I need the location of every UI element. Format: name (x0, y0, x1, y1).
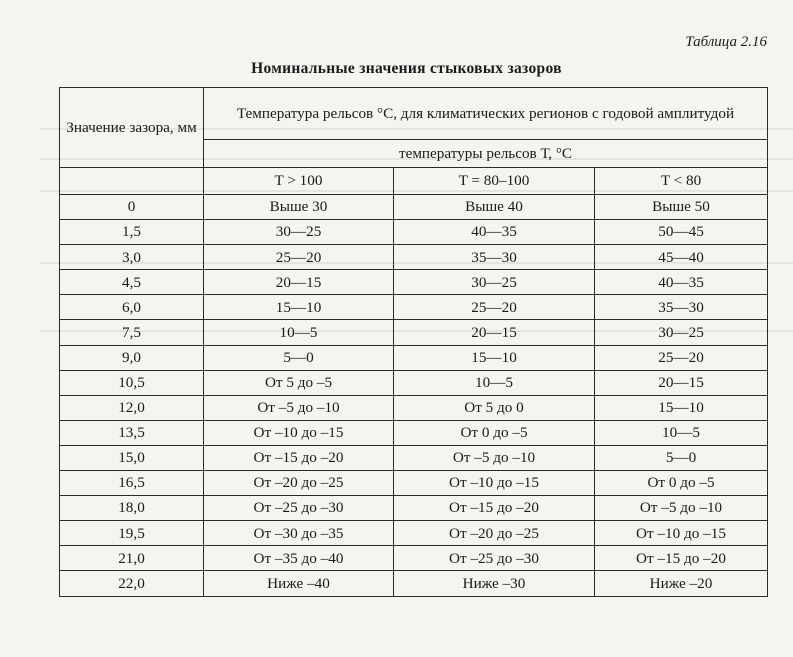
table-title: Номинальные значения стыковых зазоров (251, 60, 562, 77)
table-row (60, 195, 768, 220)
temp-t-80-100-cell: 20—15 (394, 320, 595, 345)
temp-t-below-80-cell: От –15 до –20 (595, 546, 768, 571)
temp-t-below-80-cell: 15—10 (595, 395, 768, 420)
header-gap-value: Значение зазора, мм (60, 88, 204, 168)
temp-t-80-100-cell: 30—25 (394, 270, 595, 295)
table-row (60, 395, 768, 420)
temp-t-above-100-cell: От –20 до –25 (204, 471, 394, 496)
table-row (60, 245, 768, 270)
table-row (60, 471, 768, 496)
temp-t-below-80-cell: 30—25 (595, 320, 768, 345)
temp-t-below-80-cell: 40—35 (595, 270, 768, 295)
header-temperature-group: Температура рельсов °С, для климатических регионов с годовой амплитудой (204, 88, 768, 140)
gap-value-cell: 9,0 (60, 345, 204, 370)
table-number: Таблица 2.16 (685, 34, 767, 50)
gap-value-cell: 10,5 (60, 370, 204, 395)
temp-t-below-80-cell: Ниже –20 (595, 571, 768, 596)
header-temperature-amplitude: температуры рельсов Т, °С (204, 140, 768, 168)
table-row (60, 370, 768, 395)
gap-value-cell: 1,5 (60, 220, 204, 245)
temp-t-80-100-cell: От –10 до –15 (394, 471, 595, 496)
temp-t-below-80-cell: 50—45 (595, 220, 768, 245)
temp-t-below-80-cell: От –5 до –10 (595, 496, 768, 521)
gap-value-cell: 22,0 (60, 571, 204, 596)
temp-t-80-100-cell: Выше 40 (394, 195, 595, 220)
gap-value-cell: 7,5 (60, 320, 204, 345)
temp-t-above-100-cell: 30—25 (204, 220, 394, 245)
table-row (60, 320, 768, 345)
temp-t-below-80-cell: Выше 50 (595, 195, 768, 220)
temp-t-below-80-cell: 10—5 (595, 420, 768, 445)
temp-t-80-100-cell: 15—10 (394, 345, 595, 370)
temp-t-above-100-cell: От –30 до –35 (204, 521, 394, 546)
gap-value-cell: 6,0 (60, 295, 204, 320)
temp-t-80-100-cell: От –20 до –25 (394, 521, 595, 546)
table-body (60, 195, 768, 597)
temp-t-above-100-cell: Выше 30 (204, 195, 394, 220)
temp-t-above-100-cell: 5—0 (204, 345, 394, 370)
temp-t-above-100-cell: 20—15 (204, 270, 394, 295)
gap-value-cell: 18,0 (60, 496, 204, 521)
gap-value-cell: 4,5 (60, 270, 204, 295)
gap-value-cell: 3,0 (60, 245, 204, 270)
gap-value-cell: 0 (60, 195, 204, 220)
table-row (60, 420, 768, 445)
temp-t-80-100-cell: 10—5 (394, 370, 595, 395)
gap-value-cell: 19,5 (60, 521, 204, 546)
temp-t-above-100-cell: От 5 до –5 (204, 370, 394, 395)
temp-t-above-100-cell: 10—5 (204, 320, 394, 345)
table-row (60, 220, 768, 245)
header-col-t-above-100: T > 100 (204, 168, 394, 195)
temp-t-above-100-cell: От –5 до –10 (204, 395, 394, 420)
temp-t-below-80-cell: 25—20 (595, 345, 768, 370)
header-col-t-80-100: T = 80–100 (394, 168, 595, 195)
gap-value-cell: 12,0 (60, 395, 204, 420)
temp-t-above-100-cell: 25—20 (204, 245, 394, 270)
temp-t-below-80-cell: 45—40 (595, 245, 768, 270)
temp-t-80-100-cell: От –25 до –30 (394, 546, 595, 571)
temp-t-80-100-cell: 40—35 (394, 220, 595, 245)
table-row (60, 521, 768, 546)
temp-t-below-80-cell: 5—0 (595, 445, 768, 470)
temp-t-above-100-cell: Ниже –40 (204, 571, 394, 596)
gap-value-cell: 16,5 (60, 471, 204, 496)
temp-t-above-100-cell: От –15 до –20 (204, 445, 394, 470)
temp-t-below-80-cell: От 0 до –5 (595, 471, 768, 496)
table-row (60, 445, 768, 470)
temp-t-above-100-cell: От –10 до –15 (204, 420, 394, 445)
joint-gap-table (59, 87, 768, 597)
table-row (60, 571, 768, 596)
temp-t-80-100-cell: От –15 до –20 (394, 496, 595, 521)
temp-t-80-100-cell: 35—30 (394, 245, 595, 270)
temp-t-below-80-cell: От –10 до –15 (595, 521, 768, 546)
temp-t-80-100-cell: От 5 до 0 (394, 395, 595, 420)
gap-value-cell: 15,0 (60, 445, 204, 470)
temp-t-below-80-cell: 35—30 (595, 295, 768, 320)
table-row (60, 295, 768, 320)
header-empty-cell (60, 168, 204, 195)
table-row (60, 270, 768, 295)
temp-t-above-100-cell: От –25 до –30 (204, 496, 394, 521)
temp-t-80-100-cell: Ниже –30 (394, 571, 595, 596)
temp-t-80-100-cell: От –5 до –10 (394, 445, 595, 470)
temp-t-80-100-cell: От 0 до –5 (394, 420, 595, 445)
table-row (60, 546, 768, 571)
gap-value-cell: 13,5 (60, 420, 204, 445)
temp-t-below-80-cell: 20—15 (595, 370, 768, 395)
gap-value-cell: 21,0 (60, 546, 204, 571)
temp-t-above-100-cell: От –35 до –40 (204, 546, 394, 571)
temp-t-80-100-cell: 25—20 (394, 295, 595, 320)
header-col-t-below-80: T < 80 (595, 168, 768, 195)
temp-t-above-100-cell: 15—10 (204, 295, 394, 320)
table-row (60, 496, 768, 521)
table-row (60, 345, 768, 370)
